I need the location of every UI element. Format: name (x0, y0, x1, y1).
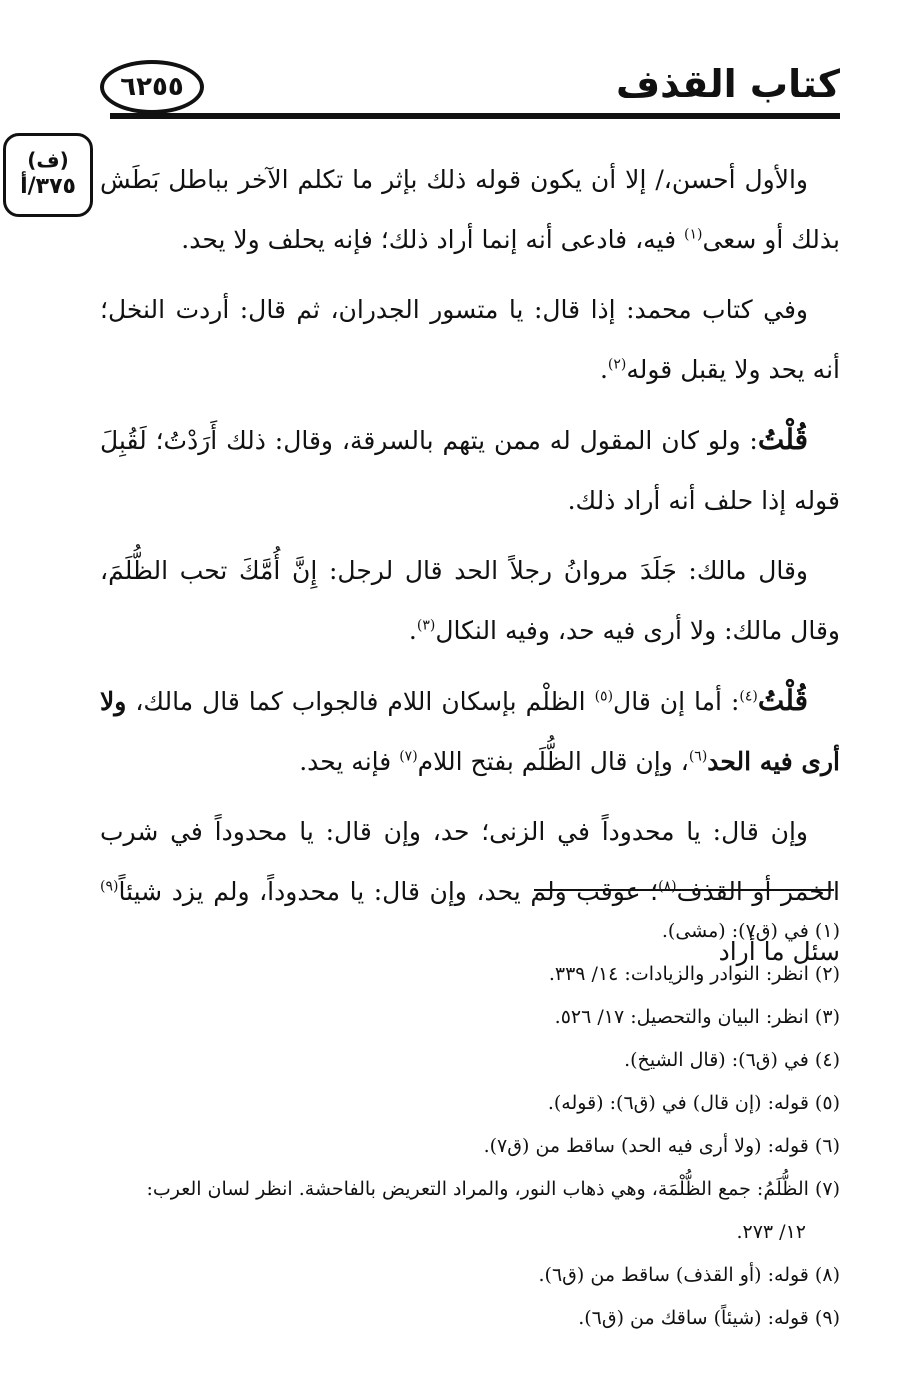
text: وإن قال: يا محدوداً في الزنى؛ حد، وإن قال: يا محدوداً في شرب الخمر أو القذف (100, 817, 840, 906)
footnote: (٤) في (ق٦): (قال الشيخ). (624, 1049, 840, 1071)
footnote: (٥) قوله: (إن قال) في (ق٦): (قوله). (547, 1092, 840, 1114)
text: فيه، فادعى أنه إنما أراد ذلك؛ فإنه يحلف ولا يحد. (181, 225, 684, 254)
page-number: ٦٢٥٥ (120, 72, 184, 102)
text: وفي كتاب محمد: إذا قال: يا متسور الجدران، ثم قال: أردت النخل؛ أنه يحد ولا يقبل قوله (100, 295, 840, 384)
paragraph-3 (100, 410, 840, 531)
footnote-continuation: ١٢/ ٢٧٣. (736, 1221, 806, 1243)
footnote-ref: (٥) (594, 688, 614, 705)
footnote-ref: (٨) (658, 878, 677, 895)
footnote-ref: (٤) (739, 688, 758, 705)
paragraph-5 (100, 671, 840, 792)
footnote-ref: (٦) (688, 748, 708, 765)
text: ؛ عوقب ولم يحد، وإن قال: يا محدوداً، ولم يزد شيئاً (118, 877, 659, 906)
page-number-badge (100, 60, 204, 114)
text: والأول أحسن،/ إلا أن يكون قوله ذلك بإثر ما تكلم الآخر بباطل بَطَش بذلك أو سعى (100, 165, 840, 254)
text: ، وإن قال الظُّلَم بفتح اللام (417, 747, 689, 776)
footnote-separator (534, 889, 834, 891)
footnote: (٣) انظر: البيان والتحصيل: ١٧/ ٥٢٦. (554, 1006, 840, 1028)
footnote-ref: (١) (684, 226, 703, 243)
folio-number: ٣٧٥/أ (20, 174, 76, 199)
header-rule (110, 113, 840, 119)
paragraph-2 (100, 280, 840, 400)
footnote: (٩) قوله: (شيئاً) ساقك من (ق٦). (578, 1307, 840, 1329)
footnote-ref: (٩) (100, 878, 119, 895)
footnote: (١) في (ق٧): (مشى). (661, 920, 840, 942)
paragraph-4 (100, 541, 840, 661)
footnote-ref: (٧) (399, 748, 418, 765)
paragraph-1 (100, 150, 840, 270)
text: . (408, 616, 417, 645)
main-text (100, 150, 840, 992)
footnote-ref: (٣) (416, 617, 436, 634)
folio-reference (3, 133, 93, 217)
book-title: كتاب القذف (615, 62, 840, 106)
text: الظلْم بإسكان اللام فالجواب كما قال مالك، (126, 687, 595, 716)
bold-text: ولا أرى فيه الحد (100, 687, 840, 776)
qult-marker: قُلْتُ (757, 684, 808, 717)
footnote-ref: (٢) (607, 356, 627, 373)
text: وقال مالك: جَلَدَ مروانُ رجلاً الحد قال لرجل: إِنَّ أُمَّكَ تحب الظُّلَمَ، وقال مالك: ولا أرى فيه حد، وفيه النكال (100, 556, 840, 645)
footnote: (٢) انظر: النوادر والزيادات: ١٤/ ٣٣٩. (548, 963, 840, 985)
footnote: (٨) قوله: (أو القذف) ساقط من (ق٦). (538, 1264, 840, 1286)
text: : ولو كان المقول له ممن يتهم بالسرقة، وقال: ذلك أَرَدْتُ؛ لَقُبِلَ قوله إذا حلف أنه أراد ذلك. (100, 426, 840, 515)
text: سئل ما أراد (718, 937, 840, 966)
footnote: (٧) الظُّلَمُ: جمع الظُّلْمَة، وهي ذهاب النور، والمراد التعريض بالفاحشة. انظر لسان العرب: (146, 1178, 840, 1200)
text: : أما إن قال (613, 687, 740, 716)
qult-marker: قُلْتُ (757, 423, 808, 456)
text: فإنه يحد. (299, 747, 400, 776)
footnote: (٦) قوله: (ولا أرى فيه الحد) ساقط من (ق٧). (483, 1135, 840, 1157)
text: . (599, 355, 608, 384)
folio-label: (ف) (27, 148, 69, 172)
footnotes (100, 910, 840, 1340)
